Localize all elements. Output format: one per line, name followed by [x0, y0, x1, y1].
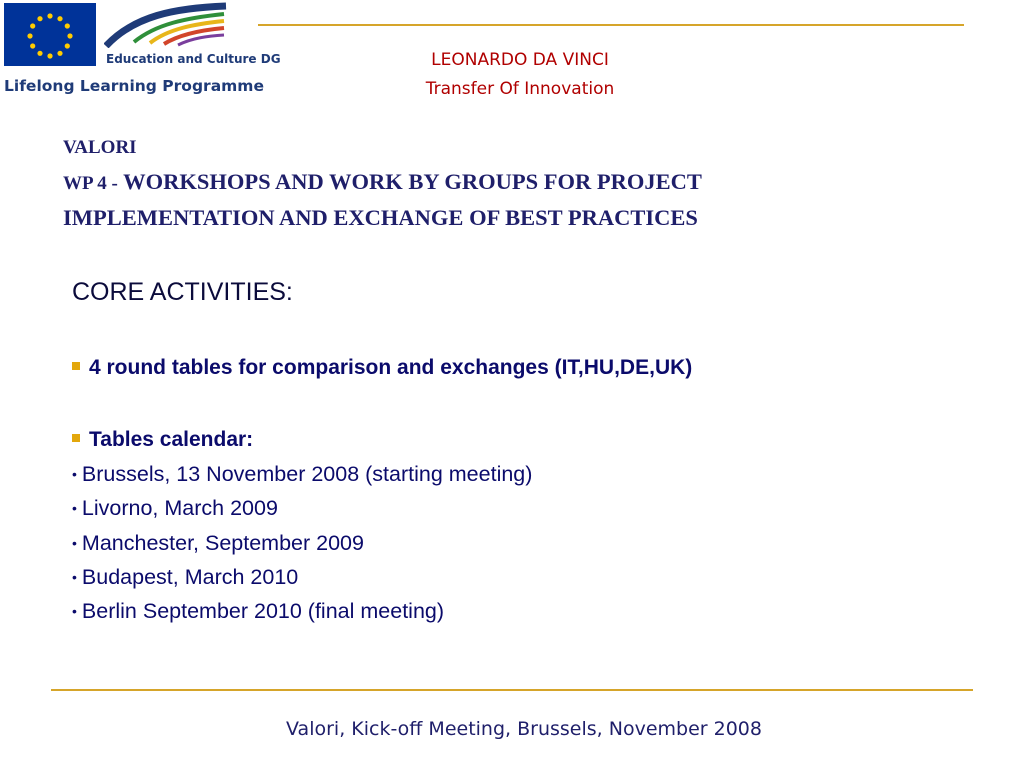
dot-bullet-icon: •: [72, 500, 77, 517]
dot-bullet-icon: •: [72, 568, 77, 585]
round-tables-item: [72, 356, 692, 380]
square-bullet-icon: [72, 362, 80, 370]
calendar-heading: Tables calendar:: [89, 428, 254, 451]
wp-title-text: WORKSHOPS AND WORK BY GROUPS FOR PROJECT: [123, 169, 702, 194]
calendar-entry: Brussels, 13 November 2008 (starting meeting): [81, 462, 533, 486]
calendar-heading-item: [72, 428, 253, 452]
square-bullet-icon: [72, 434, 80, 442]
wp-prefix: WP 4 -: [63, 173, 118, 194]
slide-title: [63, 131, 963, 235]
list-item: [72, 595, 532, 629]
calendar-entry: Manchester, September 2009: [81, 530, 364, 555]
eu-flag-logo: [4, 3, 96, 66]
programme-subtitle: Transfer Of Innovation: [425, 79, 615, 99]
list-item: [72, 458, 532, 492]
list-item: [72, 561, 532, 595]
top-divider: [258, 24, 964, 26]
dot-bullet-icon: •: [72, 603, 77, 620]
programme-name: LEONARDO DA VINCI: [431, 50, 609, 70]
programme-label: Lifelong Learning Programme: [4, 77, 264, 95]
calendar-entry: Budapest, March 2010: [81, 564, 299, 589]
dg-swoosh-logo: [104, 2, 228, 48]
dg-label: Education and Culture DG: [106, 52, 281, 66]
slide-footer: Valori, Kick-off Meeting, Brussels, November 2008: [286, 718, 762, 740]
calendar-entry: Livorno, March 2009: [81, 496, 278, 521]
calendar-list: [72, 458, 532, 629]
bottom-divider: [51, 689, 973, 691]
wp-title-line2: IMPLEMENTATION AND EXCHANGE OF BEST PRACTICES: [63, 205, 698, 230]
round-tables-text: 4 round tables for comparison and exchanges (IT,HU,DE,UK): [89, 356, 693, 379]
list-item: [72, 492, 532, 526]
logo-block: [0, 0, 281, 103]
list-item: [72, 527, 532, 561]
dot-bullet-icon: •: [72, 534, 77, 551]
core-activities-heading: CORE ACTIVITIES:: [72, 278, 293, 306]
calendar-entry: Berlin September 2010 (final meeting): [81, 599, 445, 624]
project-name: VALORI: [63, 137, 137, 158]
wp-title-line1: [63, 165, 963, 201]
programme-header: [380, 46, 660, 104]
dot-bullet-icon: •: [72, 466, 77, 482]
